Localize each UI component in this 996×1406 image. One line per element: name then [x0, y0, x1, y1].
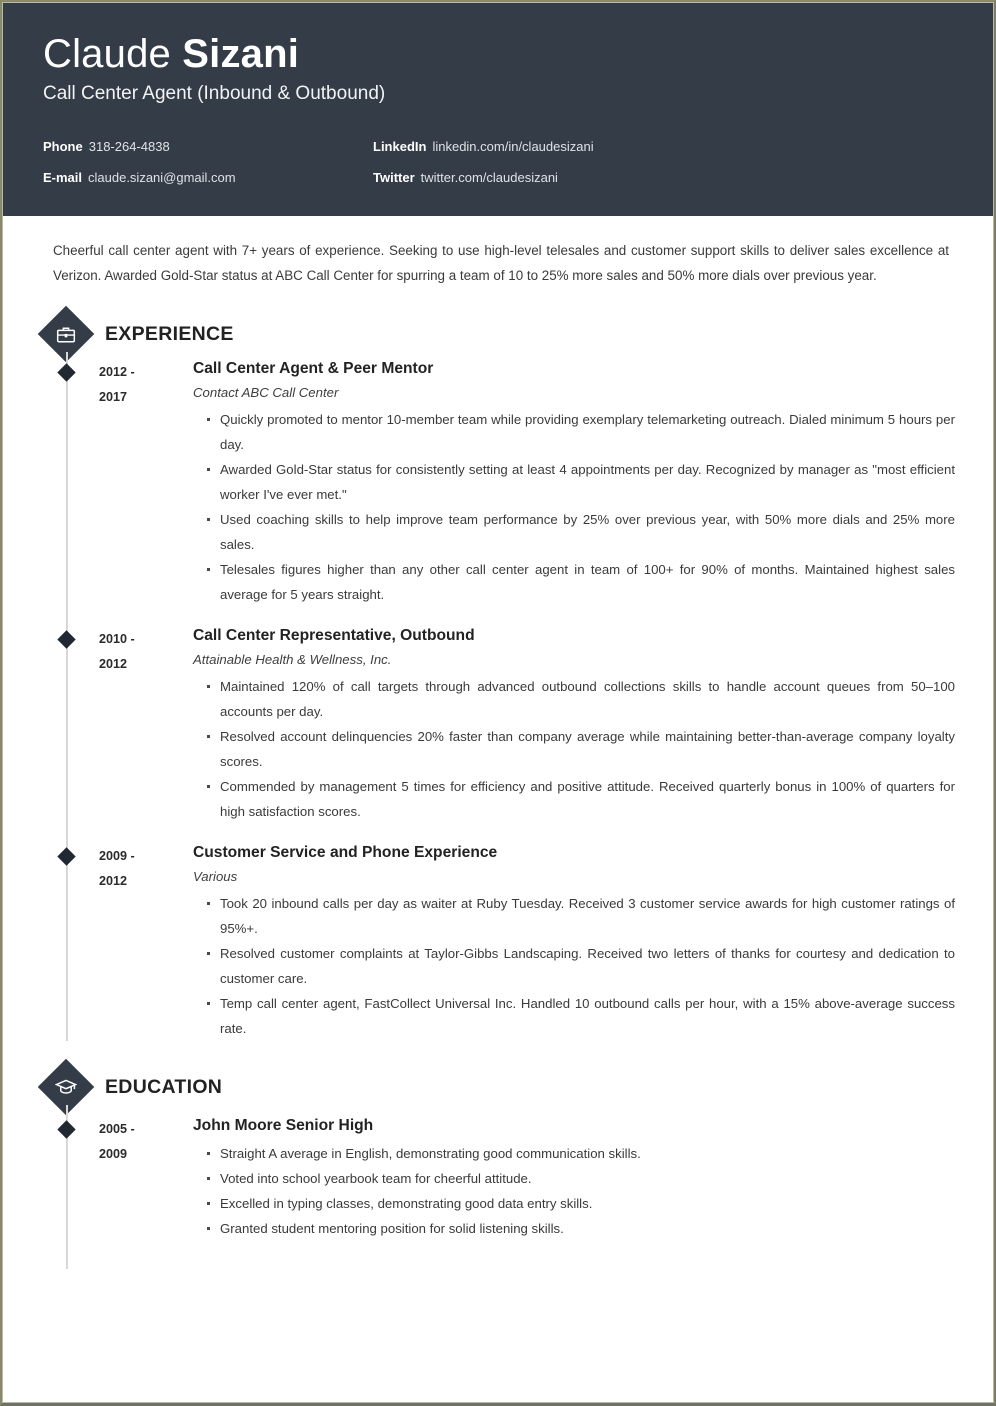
entry-date-from: 2005 -: [99, 1122, 135, 1136]
entry-dates: [99, 842, 193, 1041]
contact-twitter-value[interactable]: twitter.com/claudesizani: [420, 169, 558, 185]
entry-date-from: 2012 -: [99, 365, 135, 379]
contact-email[interactable]: [43, 169, 373, 187]
resume-page-inner: [2, 2, 994, 1403]
entry-content: [193, 1115, 955, 1241]
timeline-diamond-marker: [57, 1120, 75, 1138]
entry-job-title: Call Center Representative, Outbound: [193, 627, 475, 644]
list-item: Granted student mentoring position for solid listening skills.: [207, 1216, 955, 1241]
entry-dates: [99, 358, 193, 607]
entry-date-from: 2010 -: [99, 632, 135, 646]
education-timeline: [66, 1115, 955, 1241]
entry-date-to: 2017: [99, 390, 128, 404]
entry-date-from: 2009 -: [99, 849, 135, 863]
contact-email-label: E-mail: [43, 169, 83, 185]
list-item: Telesales figures higher than any other call center agent in team of 100+ for 90% of months. Maintained highest sales average for 5 years straight.: [207, 557, 955, 607]
contact-phone-value: 318-264-4838: [88, 138, 170, 154]
section-header-education: [41, 1063, 955, 1111]
contact-twitter-label: Twitter: [373, 169, 415, 185]
entry-company: Contact ABC Call Center: [193, 385, 339, 400]
list-item: Voted into school yearbook team for cheerful attitude.: [207, 1166, 955, 1191]
list-item: Commended by management 5 times for efficiency and positive attitude. Received quarterly bonus in 100% of quarters for high satisfaction scores.: [207, 774, 955, 824]
entry-content: [193, 358, 955, 607]
entry-bullet-list: [193, 407, 955, 607]
page-title: [43, 31, 953, 77]
entry-bullet-list: [193, 1141, 955, 1241]
section-title-experience: EXPERIENCE: [105, 322, 234, 345]
contact-linkedin-value[interactable]: linkedin.com/in/claudesizani: [432, 138, 594, 154]
list-item: Took 20 inbound calls per day as waiter at Ruby Tuesday. Received 3 customer service awards for high customer ratings of 95%+.: [207, 891, 955, 941]
entry-date-to: 2012: [99, 657, 128, 671]
entry-content: [193, 625, 955, 824]
list-item: Resolved customer complaints at Taylor-Gibbs Landscaping. Received two letters of thanks for courtesy and dedication to customer care.: [207, 941, 955, 991]
job-title-subtitle: Call Center Agent (Inbound & Outbound): [43, 83, 386, 104]
contact-linkedin[interactable]: [373, 138, 953, 156]
list-item: Resolved account delinquencies 20% faster than company average while maintaining better-than-average company loyalty scores.: [207, 724, 955, 774]
contact-phone-label: Phone: [43, 138, 83, 154]
contact-info-grid: [43, 131, 953, 193]
list-item: Maintained 120% of call targets through advanced outbound collections skills to handle account queues from 50–100 accounts per day.: [207, 674, 955, 724]
entry-bullet-list: [193, 891, 955, 1041]
entry-date-to: 2012: [99, 874, 128, 888]
contact-phone: [43, 138, 373, 156]
list-item: Excelled in typing classes, demonstrating good data entry skills.: [207, 1191, 955, 1216]
contact-twitter[interactable]: [373, 169, 953, 187]
experience-entry: [66, 625, 955, 824]
section-header-experience: [41, 310, 955, 358]
education-entry: [66, 1115, 955, 1241]
list-item: Straight A average in English, demonstrating good communication skills.: [207, 1141, 955, 1166]
resume-body: [3, 238, 993, 1241]
timeline-diamond-marker: [57, 847, 75, 865]
timeline-diamond-marker: [57, 363, 75, 381]
entry-bullet-list: [193, 674, 955, 824]
list-item: Temp call center agent, FastCollect Universal Inc. Handled 10 outbound calls per hour, with a 15% above-average success rate.: [207, 991, 955, 1041]
list-item: Awarded Gold-Star status for consistently setting at least 4 appointments per day. Recognized by manager as "most efficient worker I've ever met.": [207, 457, 955, 507]
entry-dates: [99, 625, 193, 824]
entry-dates: [99, 1115, 193, 1241]
first-name: Claude: [43, 32, 183, 76]
experience-entry: [66, 842, 955, 1041]
experience-entry: [66, 358, 955, 607]
entry-job-title: Call Center Agent & Peer Mentor: [193, 360, 434, 377]
entry-company: Attainable Health & Wellness, Inc.: [193, 652, 392, 667]
summary-paragraph: Cheerful call center agent with 7+ years of experience. Seeking to use high-level telesales and customer support skills to deliver sales excellence at Verizon. Awarded Gold-Star status at ABC Call Center for spurring a team of 10 to 25% more sales and 50% more dials over previous year.: [53, 243, 949, 283]
entry-date-to: 2009: [99, 1147, 128, 1161]
entry-school-name: John Moore Senior High: [193, 1117, 374, 1134]
timeline-diamond-marker: [57, 630, 75, 648]
contact-email-value[interactable]: claude.sizani@gmail.com: [88, 169, 236, 185]
entry-job-title: Customer Service and Phone Experience: [193, 844, 498, 861]
section-title-education: EDUCATION: [105, 1075, 223, 1098]
entry-content: [193, 842, 955, 1041]
experience-timeline: [66, 358, 955, 1041]
entry-company: Various: [193, 869, 238, 884]
last-name: Sizani: [182, 32, 300, 76]
list-item: Used coaching skills to help improve team performance by 25% over previous year, with 50% more dials and 25% more sales.: [207, 507, 955, 557]
list-item: Quickly promoted to mentor 10-member team while providing exemplary telemarketing outreach. Dialed minimum 5 hours per day.: [207, 407, 955, 457]
resume-header: [3, 3, 993, 216]
contact-linkedin-label: LinkedIn: [373, 138, 427, 154]
